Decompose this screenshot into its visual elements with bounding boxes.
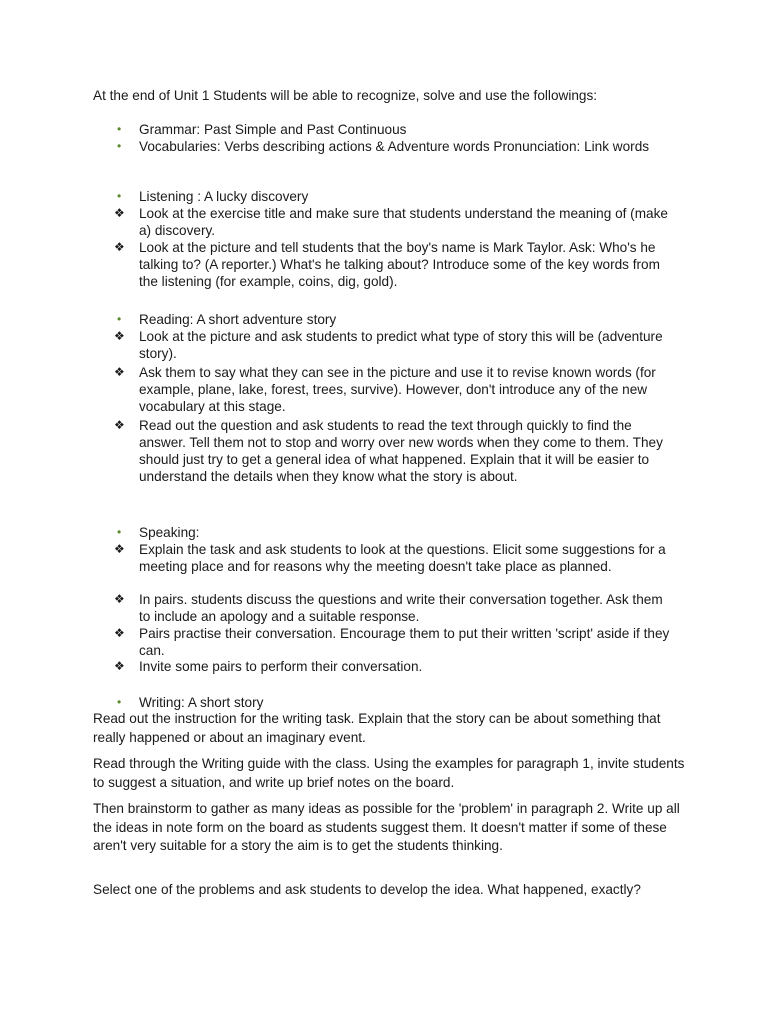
diamond-bullet-icon: ❖ [114,626,125,640]
diamond-bullet-icon: ❖ [114,659,125,673]
list-item-reading-step [114,328,674,362]
list-item-vocabularies [114,138,674,155]
list-item-text: Reading: A short adventure story [139,312,337,327]
diamond-bullet-icon: ❖ [114,329,125,343]
bullet-icon: • [117,139,122,153]
list-item-speaking-step [114,541,674,575]
list-item-text: Look at the picture and tell students that the boy's name is Mark Taylor. Ask: Who's he talking to? (A reporter.) What's he talking about? Introduce some of the key words from the listening (for example, coins, dig, gold). [139,240,660,289]
writing-paragraph: Read through the Writing guide with the class. Using the examples for paragraph 1, invite students to suggest a situation, and write up brief notes on the board. [93,756,685,790]
list-item-text: In pairs. students discuss the questions and write their conversation together. Ask them to include an apology and a suitable response. [139,592,663,624]
intro-text: At the end of Unit 1 Students will be able to recognize, solve and use the followings: [93,88,598,103]
bullet-icon: • [117,525,122,539]
list-item-reading [114,311,674,328]
list-item-grammar [114,121,674,138]
list-item-text: Read out the question and ask students to read the text through quickly to find the answer. Tell them not to stop and worry over new words when they come to them. They should just try to get a general idea of what happened. Explain that it will be easier to understand the details when they know what the story is about. [139,418,663,484]
list-item-text: Invite some pairs to perform their conversation. [139,659,423,674]
list-item-speaking-step [114,591,674,625]
writing-paragraph: Read out the instruction for the writing task. Explain that the story can be about something that really happened or about an imaginary event. [93,711,661,745]
list-item-listening-step [114,239,674,290]
bullet-icon: • [117,695,122,709]
bullet-icon: • [117,122,122,136]
list-item-text: Look at the exercise title and make sure that students understand the meaning of (make a) discovery. [139,206,668,238]
diamond-bullet-icon: ❖ [114,542,125,556]
diamond-bullet-icon: ❖ [114,365,125,379]
diamond-bullet-icon: ❖ [114,418,125,432]
list-item-reading-step [114,364,674,415]
diamond-bullet-icon: ❖ [114,592,125,606]
diamond-bullet-icon: ❖ [114,240,125,254]
writing-paragraph: Then brainstorm to gather as many ideas as possible for the 'problem' in paragraph 2. Write up all the ideas in note form on the board as students suggest them. It doesn't matter if some of these aren't very suitable for a story the aim is to get the students thinking. [93,801,680,853]
list-item-listening-step [114,205,674,239]
bullet-icon: • [117,189,122,203]
list-item-text: Listening : A lucky discovery [139,189,309,204]
list-item-text: Explain the task and ask students to look at the questions. Elicit some suggestions for a meeting place and for reasons why the meeting doesn't take place as planned. [139,542,666,574]
list-item-text: Ask them to say what they can see in the picture and use it to revise known words (for example, plane, lake, forest, trees, survive). However, don't introduce any of the new vocabulary at this stage. [139,365,656,414]
writing-paragraph: Select one of the problems and ask students to develop the idea. What happened, exactly? [93,882,641,897]
list-item-speaking [114,524,674,541]
list-item-text: Pairs practise their conversation. Encourage them to put their written 'script' aside if they can. [139,626,670,658]
list-item-speaking-step [114,625,674,659]
list-item-text: Speaking: [139,525,200,540]
list-item-text: Look at the picture and ask students to predict what type of story this will be (adventure story). [139,329,663,361]
diamond-bullet-icon: ❖ [114,206,125,220]
list-item-writing [114,694,674,711]
list-item-text: Writing: A short story [139,695,264,710]
list-item-listening [114,188,674,205]
bullet-icon: • [117,312,122,326]
list-item-text: Vocabularies: Verbs describing actions & Adventure words Pronunciation: Link words [139,139,650,154]
list-item-speaking-step [114,658,674,675]
list-item-reading-step [114,417,674,485]
list-item-text: Grammar: Past Simple and Past Continuous [139,122,407,137]
